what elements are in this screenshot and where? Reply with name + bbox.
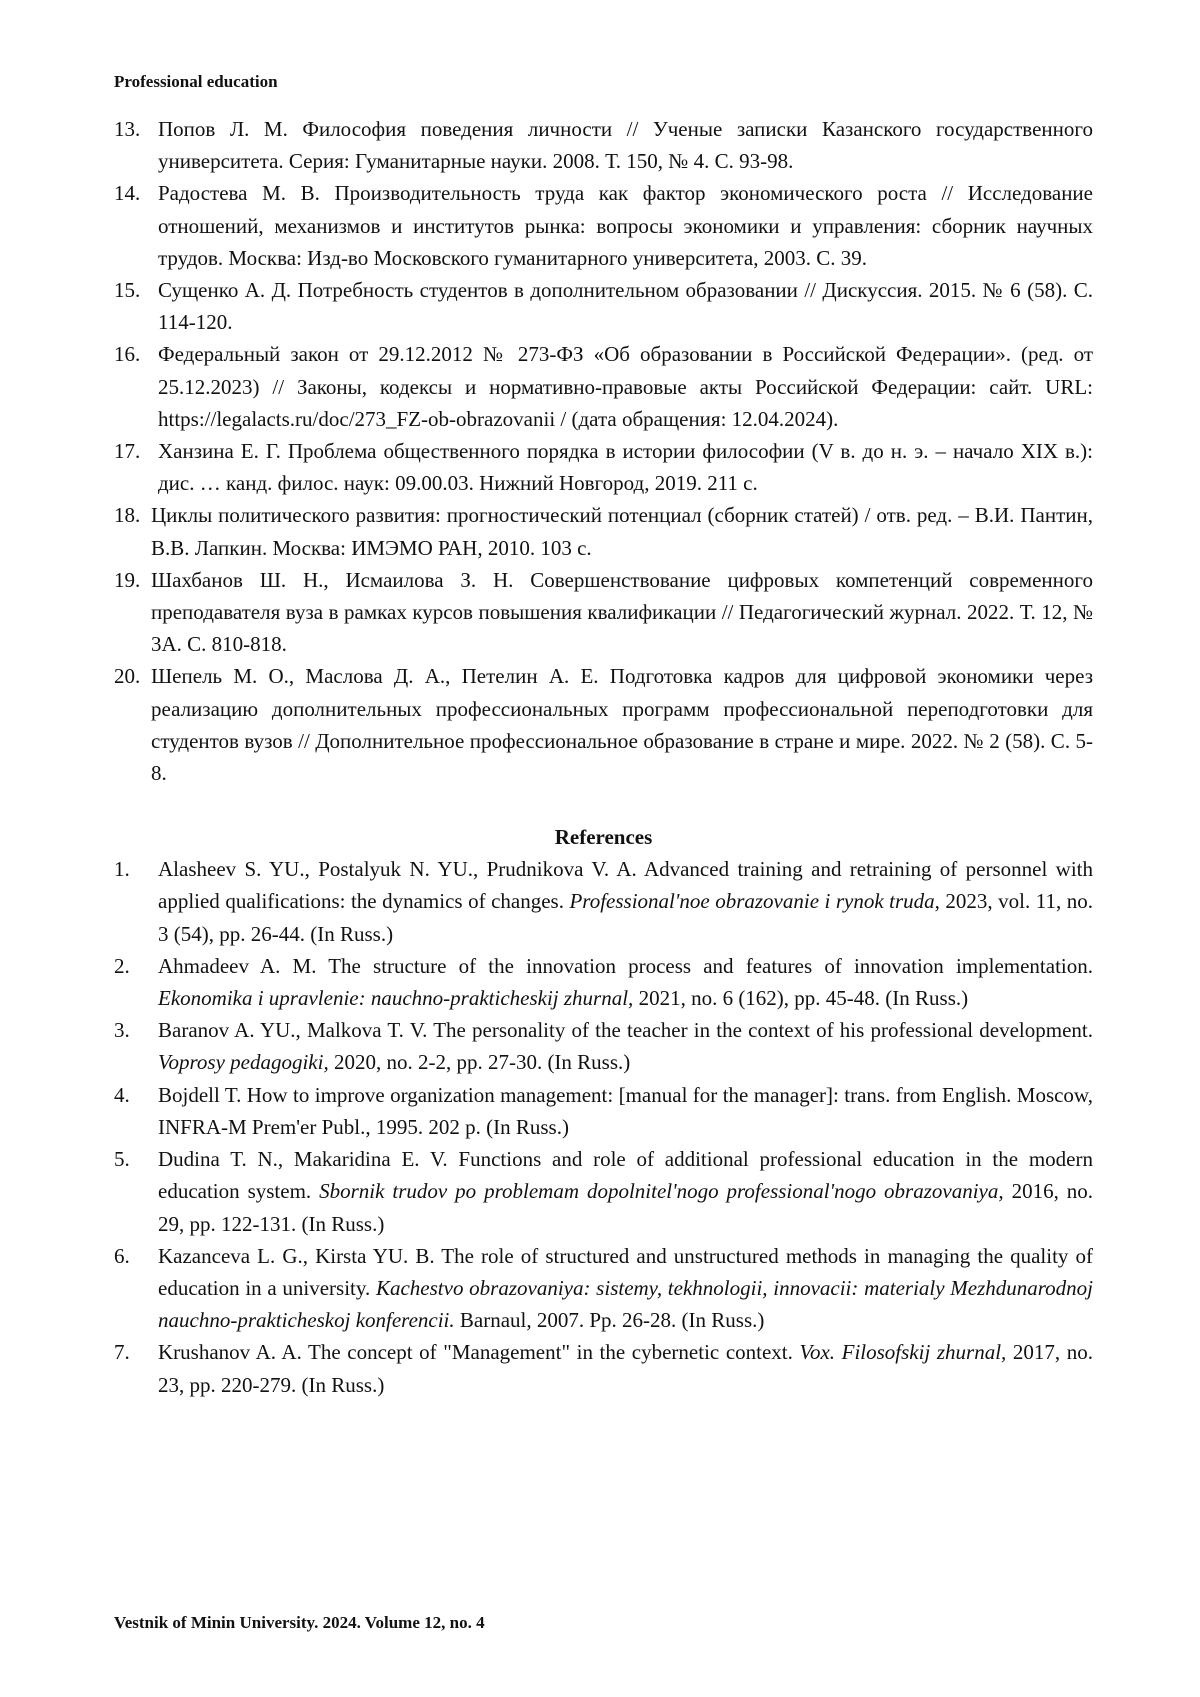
item-text: Попов Л. М. Философия поведения личности // Ученые записки Казанского государственного университета. Серия: Гуманитарные науки. 2008. Т. 150, № 4. С. 93-98. bbox=[158, 117, 1093, 174]
journal-title: Sbornik trudov po problemam dopolnitel'nogo professional'nogo obrazovaniya, bbox=[319, 1179, 1004, 1204]
item-text: Alasheev S. YU., Postalyuk N. YU., Prudnikova V. A. Advanced training and retraining of personnel with applied qualifications: the dynamics of changes. Professional'noe obrazovanie i rynok truda, 2023, vol. 11, no. 3 (54), pp. 26-44. (In Russ.) bbox=[158, 857, 1093, 946]
item-text: Шахбанов Ш. Н., Исмаилова З. Н. Совершенствование цифровых компетенций современного преподавателя вуза в рамках курсов повышения квалификации // Педагогический журнал. 2022. Т. 12, № 3А. С. 810-818. bbox=[151, 567, 1093, 657]
item-number: 5. bbox=[114, 1147, 130, 1172]
reference-item bbox=[114, 950, 1093, 1014]
item-number: 17. bbox=[114, 439, 141, 464]
item-number: 14. bbox=[114, 181, 141, 206]
list-item bbox=[114, 499, 1093, 563]
bibliography bbox=[114, 113, 1093, 1401]
reference-item bbox=[114, 853, 1093, 950]
list-item bbox=[114, 564, 1093, 661]
item-text: Шепель М. О., Маслова Д. А., Петелин А. Е. Подготовка кадров для цифровой экономики через реализацию дополнительных профессиональных программ профессиональной переподготовки для студентов вузов // Дополнительное профессиональное образование в стране и мире. 2022. № 2 (58). С. 5-8. bbox=[151, 664, 1093, 786]
item-text: Bojdell T. How to improve organization management: [manual for the manager]: trans. from English. Moscow, INFRA-M Prem'er Publ., 1995. 202 p. (In Russ.) bbox=[158, 1082, 1093, 1139]
item-text: Ahmadeev A. M. The structure of the innovation process and features of innovation implementation. Ekonomika i upravlenie: nauchno-prakticheskij zhurnal, 2021, no. 6 (162), pp. 45-48. (In Russ.) bbox=[158, 953, 1093, 1011]
journal-title: Professional'noe obrazovanie i rynok truda bbox=[569, 889, 935, 914]
item-number: 7. bbox=[114, 1340, 130, 1365]
item-number: 3. bbox=[114, 1018, 130, 1043]
reference-item bbox=[114, 1079, 1093, 1143]
journal-title: Kachestvo obrazovaniya: sistemy, tekhnologii, innovacii: materialy Mezhdunarodnoj nauchno-prakticheskoj konferencii. bbox=[158, 1275, 1093, 1333]
item-text: Радостева М. В. Производительность труда как фактор экономического роста // Исследование отношений, механизмов и институтов рынка: вопросы экономики и управления: сборник научных трудов. Москва: Изд-во Московского гуманитарного университета, 2003. С. 39. bbox=[158, 181, 1093, 270]
item-number: 13. bbox=[114, 117, 141, 141]
list-item bbox=[114, 113, 1093, 177]
journal-title: Vox. Filosofskij zhurnal, bbox=[799, 1340, 1007, 1365]
list-item bbox=[114, 274, 1093, 338]
item-text: Федеральный закон от 29.12.2012 № 273-ФЗ «Об образовании в Российской Федерации». (ред. от 25.12.2023) // Законы, кодексы и нормативно-правовые акты Российской Федерации: сайт. URL: https://legalacts.ru/doc/273_FZ-ob-obrazovanii / (дата обращения: 12.04.2024). bbox=[158, 342, 1093, 431]
item-text: Baranov A. YU., Malkova T. V. The personality of the teacher in the context of his professional development. Voprosy pedagogiki, 2020, no. 2-2, pp. 27-30. (In Russ.) bbox=[158, 1018, 1093, 1075]
item-number: 19. bbox=[114, 567, 141, 592]
item-number: 20. bbox=[114, 664, 141, 689]
item-number: 2. bbox=[114, 953, 130, 978]
item-number: 6. bbox=[114, 1243, 130, 1268]
reference-item bbox=[114, 1240, 1093, 1337]
list-item bbox=[114, 660, 1093, 789]
reference-item bbox=[114, 1143, 1093, 1240]
list-item bbox=[114, 177, 1093, 274]
item-text: Циклы политического развития: прогностический потенциал (сборник статей) / отв. ред. – В.И. Пантин, В.В. Лапкин. Москва: ИМЭМО РАН, 2010. 103 с. bbox=[151, 503, 1093, 560]
item-number: 15. bbox=[114, 278, 141, 303]
item-number: 16. bbox=[114, 342, 141, 367]
page-footer: Vestnik of Minin University. 2024. Volume 12, no. 4 bbox=[114, 1613, 485, 1632]
list-item bbox=[114, 338, 1093, 435]
item-text: Ханзина Е. Г. Проблема общественного порядка в истории философии (V в. до н. э. – начало XIX в.): дис. … канд. филос. наук: 09.00.03. Нижний Новгород, 2019. 211 с. bbox=[158, 439, 1093, 496]
journal-title: Voprosy pedagogiki, bbox=[158, 1050, 329, 1075]
reference-item bbox=[114, 1014, 1093, 1078]
item-text: Kazanceva L. G., Kirsta YU. B. The role of structured and unstructured methods in managing the quality of education in a university. Kachestvo obrazovaniya: sistemy, tekhnologii, innovacii: materialy Mezhdunarodnoj nauchno-prakticheskoj konferencii. Barnaul, 2007. Pp. 26-28. (In Russ.) bbox=[158, 1243, 1093, 1333]
journal-title: Ekonomika i upravlenie: nauchno-prakticheskij zhurnal, bbox=[158, 986, 634, 1011]
item-number: 4. bbox=[114, 1082, 130, 1107]
running-head: Professional education bbox=[114, 72, 278, 91]
item-text: Krushanov A. A. The concept of "Management" in the cybernetic context. Vox. Filosofskij zhurnal, 2017, no. 23, pp. 220-279. (In Russ.) bbox=[158, 1340, 1093, 1397]
references-heading: References bbox=[554, 825, 653, 850]
list-item bbox=[114, 435, 1093, 499]
reference-item bbox=[114, 1336, 1093, 1400]
item-text: Dudina T. N., Makaridina E. V. Functions and role of additional professional education in the modern education system. Sbornik trudov po problemam dopolnitel'nogo professional'nogo obrazovaniya, 2016, no. 29, pp. 122-131. (In Russ.) bbox=[158, 1147, 1094, 1236]
item-number: 1. bbox=[114, 857, 130, 882]
item-text: Сущенко А. Д. Потребность студентов в дополнительном образовании // Дискуссия. 2015. № 6 (58). С. 114-120. bbox=[158, 278, 1093, 335]
item-number: 18. bbox=[114, 503, 141, 528]
